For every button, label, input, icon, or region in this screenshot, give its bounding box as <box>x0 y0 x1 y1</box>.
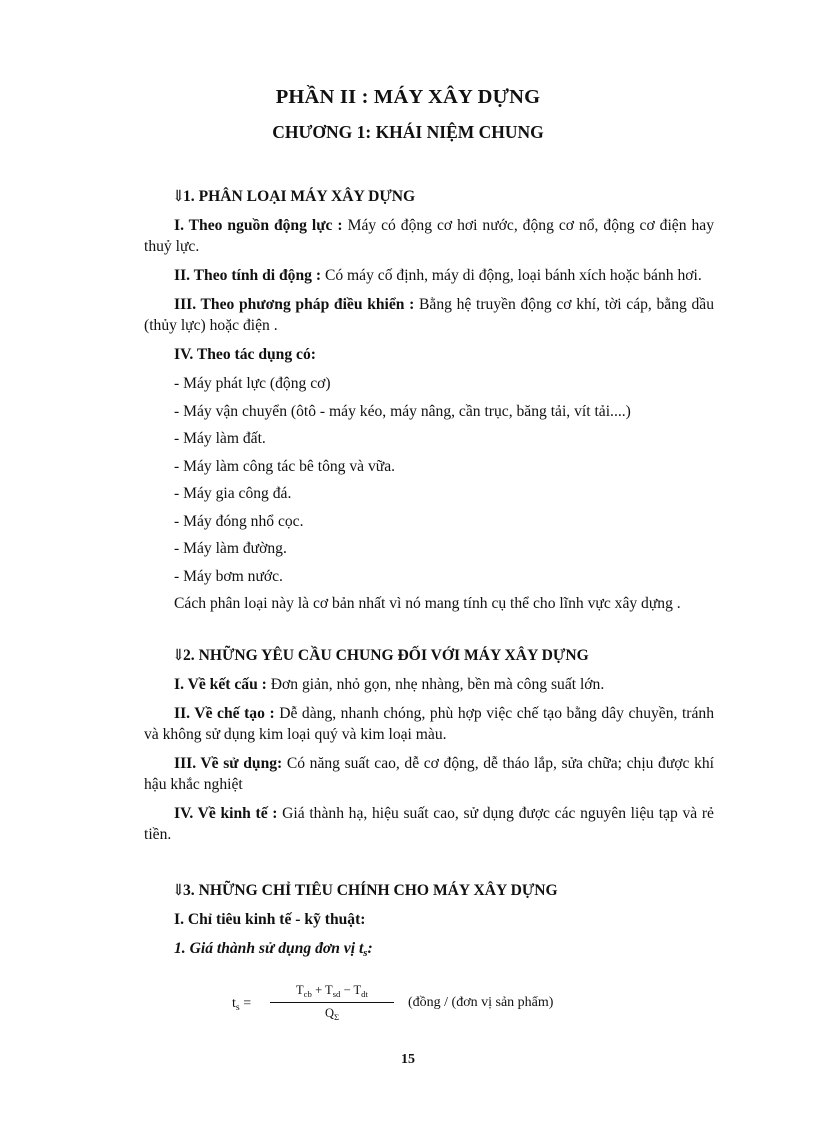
item-label: IV. Theo tác dụng có: <box>174 346 316 363</box>
paragraph <box>144 294 714 336</box>
paragraph <box>144 803 714 845</box>
term-subscript: dt <box>361 989 368 999</box>
item-text: Có máy cố định, máy di động, loại bánh xích hoặc bánh hơi. <box>321 267 702 284</box>
formula-symbol: t <box>232 996 236 1011</box>
list-item: - Máy gia công đá. <box>174 485 292 502</box>
item-label: III. Về sử dụng: <box>174 754 283 772</box>
bullet-list <box>144 373 714 587</box>
formula-denominator <box>268 1006 396 1022</box>
term-subscript: Σ <box>333 1012 340 1022</box>
formula-numerator <box>268 983 396 999</box>
paragraph <box>144 753 714 795</box>
term: T <box>296 983 304 997</box>
item-label: IV. Về kinh tế : <box>174 804 278 822</box>
item-label: II. Về chế tạo : <box>174 704 275 722</box>
item-text: Giá thành hạ, hiệu suất cao, sử dụng được các nguyên liệu tạp và rẻ tiền. <box>144 804 714 843</box>
item-label: III. Theo phương pháp điều khiển : <box>174 296 415 313</box>
paragraph <box>144 215 714 257</box>
item-label: I. Về kết cấu : <box>174 675 267 693</box>
item-label: II. Theo tính di động : <box>174 267 322 284</box>
term-subscript: sd <box>332 989 341 999</box>
term-subscript: cb <box>303 989 312 999</box>
list-item: - Máy bơm nước. <box>174 567 283 585</box>
down-arrow-icon: ⇓ <box>172 188 186 205</box>
item-text: Máy có động cơ hơi nước, động cơ nổ, động cơ điện hay thuỷ lực. <box>144 217 714 255</box>
subheading-colon: : <box>367 939 373 957</box>
list-item: - Máy đóng nhổ cọc. <box>174 512 304 530</box>
subheading-text: 1. Giá thành sử dụng đơn vị t <box>174 939 364 957</box>
part-title: PHẦN II : MÁY XÂY DỰNG <box>275 86 541 108</box>
list-item: - Máy làm đất. <box>174 430 266 447</box>
term: + T <box>311 983 333 997</box>
list-item: - Máy phát lực (động cơ) <box>174 375 331 392</box>
section-heading-text: 2. NHỮNG YÊU CẦU CHUNG ĐỐI VỚI MÁY XÂY DỰNG <box>183 646 589 664</box>
subheading <box>144 938 714 964</box>
section-heading-text: 1. PHÂN LOẠI MÁY XÂY DỰNG <box>183 188 416 205</box>
cost-formula <box>232 978 652 1038</box>
paragraph <box>144 265 714 286</box>
paragraph <box>144 909 714 930</box>
section-heading-2 <box>144 645 714 666</box>
section-heading-3 <box>144 880 714 901</box>
down-arrow-icon: ⇓ <box>172 646 186 664</box>
list-item: - Máy làm đường. <box>174 540 287 557</box>
section-heading-text: 3. NHỮNG CHỈ TIÊU CHÍNH CHO MÁY XÂY DỰNG <box>183 881 558 899</box>
term: Q <box>324 1006 334 1020</box>
paragraph <box>144 674 714 695</box>
paragraph <box>144 703 714 745</box>
page-number: 15 <box>401 1052 415 1067</box>
chapter-title: CHƯƠNG 1: KHÁI NIỆM CHUNG <box>272 122 544 142</box>
item-text: Có năng suất cao, dễ cơ động, dễ tháo lắp, sửa chữa; chịu được khí hậu khắc nghiệt <box>144 754 714 793</box>
conclusion-text: Cách phân loại này là cơ bản nhất vì nó mang tính cụ thể cho lĩnh vực xây dựng . <box>174 595 681 612</box>
item-label: I. Chỉ tiêu kinh tế - kỹ thuật: <box>174 910 366 928</box>
formula-equals: = <box>239 996 252 1011</box>
paragraph <box>144 344 714 365</box>
formula-unit: (đồng / (đơn vị sản phẩm) <box>408 995 554 1010</box>
section-heading-1 <box>144 186 714 207</box>
list-item: - Máy vận chuyển (ôtô - máy kéo, máy nâng, cần trục, băng tải, vít tải....) <box>174 402 631 420</box>
item-text: Dễ dàng, nhanh chóng, phù hợp việc chế tạo bằng dây chuyền, tránh và không sử dụng kim loại quý và kim loại màu. <box>144 704 714 743</box>
list-item: - Máy làm công tác bê tông và vữa. <box>174 457 396 475</box>
formula-subscript: s <box>235 1002 240 1013</box>
down-arrow-icon: ⇓ <box>172 881 186 899</box>
term: − T <box>340 983 362 997</box>
item-text: Bằng hệ truyền động cơ khí, tời cáp, bằng dầu (thủy lực) hoặc điện . <box>144 296 714 334</box>
document-body <box>144 186 714 972</box>
item-label: I. Theo nguồn động lực : <box>174 217 343 234</box>
formula-lhs <box>232 996 251 1013</box>
fraction-bar <box>270 1002 394 1003</box>
item-text: Đơn giản, nhỏ gọn, nhẹ nhàng, bền mà công suất lớn. <box>266 675 605 693</box>
subheading-subscript: s <box>363 946 368 959</box>
